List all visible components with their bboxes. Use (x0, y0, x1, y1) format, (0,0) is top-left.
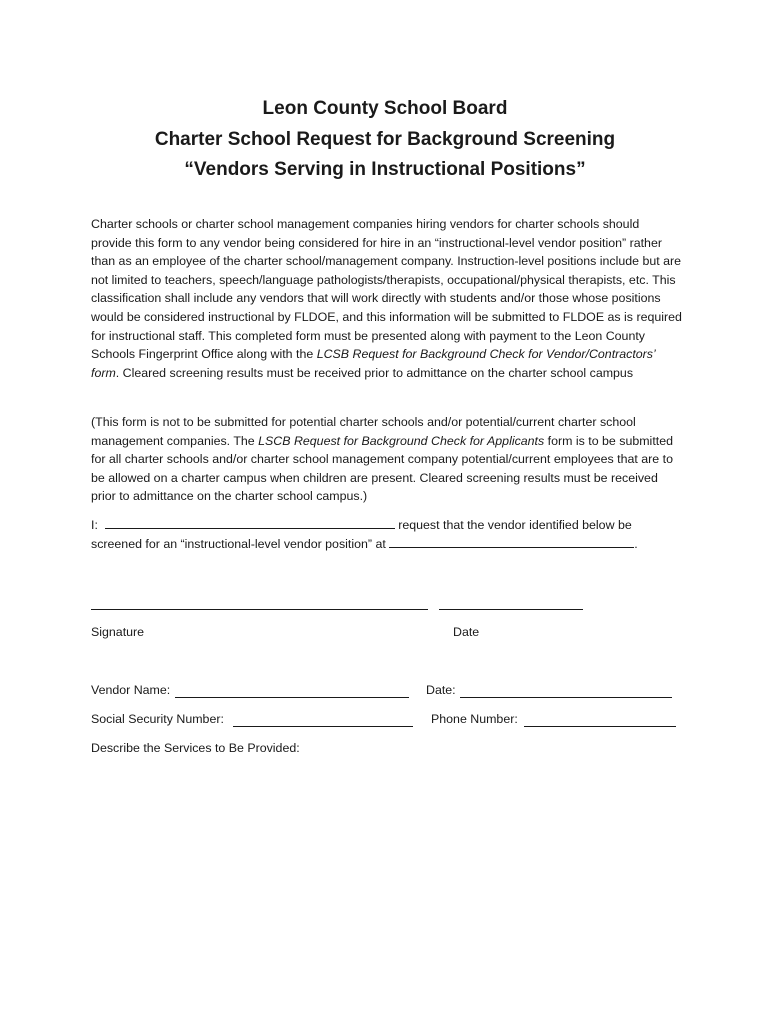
vendor-date-label: Date: (426, 683, 456, 697)
phone-label: Phone Number: (431, 712, 518, 726)
school-name-blank[interactable] (389, 535, 634, 548)
request-statement (91, 516, 683, 553)
note-text-1: (This form is not to be submitted for potential charter schools and/or potential/current charter school management companies. The (91, 415, 636, 448)
instructions-text-2: . Cleared screening results must be received prior to admittance on the charter school campus (115, 365, 634, 380)
ssn-field[interactable] (233, 726, 413, 727)
requester-name-blank[interactable] (105, 516, 395, 529)
request-end: . (634, 536, 638, 551)
note-form-title: LSCB Request for Background Check for Applicants (258, 433, 545, 448)
header-subtitle: Charter School Request for Background Screening (154, 128, 616, 150)
services-description-area[interactable] (91, 762, 683, 962)
signature-line[interactable] (91, 609, 428, 610)
phone-field[interactable] (524, 726, 676, 727)
header-title: Leon County School Board (262, 98, 508, 119)
form-header (0, 94, 770, 186)
note-paragraph (91, 413, 683, 506)
instructions-text-1: Charter schools or charter school management companies hiring vendors for charter schools should provide this form to any vendor being considered for hire in an “instructional-level vendor position” rather than as an employee of the charter school/management company. Instruction-level positions include but are not limited to teachers, speech/language pathologists/therapists, occupational/physical therapists, etc. This classification shall include any vendors that will work directly with students and/or those whose positions would be considered instructional by FLDOE, and this information will be submitted to FLDOE as is required for instructional staff. This completed form must be presented along with payment to the Leon County Schools Fingerprint Office along with the (91, 217, 682, 362)
services-label: Describe the Services to Be Provided: (91, 741, 300, 755)
header-position-type: “Vendors Serving in Instructional Positions” (184, 159, 586, 180)
vendor-date-field[interactable] (460, 697, 672, 698)
vendor-name-label: Vendor Name: (91, 683, 171, 697)
request-text: request that the vendor identified below be screened for an “instructional-level vendor position” at (91, 518, 632, 551)
request-prefix: I: (91, 518, 98, 532)
ssn-label: Social Security Number: (91, 712, 224, 726)
signature-label: Signature (91, 625, 145, 639)
signature-date-line[interactable] (439, 609, 583, 610)
instructions-paragraph (91, 215, 683, 382)
vendor-name-field[interactable] (175, 697, 409, 698)
signature-date-label: Date (453, 625, 480, 639)
note-text-2: form is to be submitted for all charter schools and/or charter school management company potential/current employees that are to be allowed on a charter campus when children are present. Cleared screening results must be received prior to admittance on the charter school campus.) (91, 433, 673, 504)
instructions-form-title: LCSB Request for Background Check for Vendor/Contractors’ form (91, 347, 656, 380)
